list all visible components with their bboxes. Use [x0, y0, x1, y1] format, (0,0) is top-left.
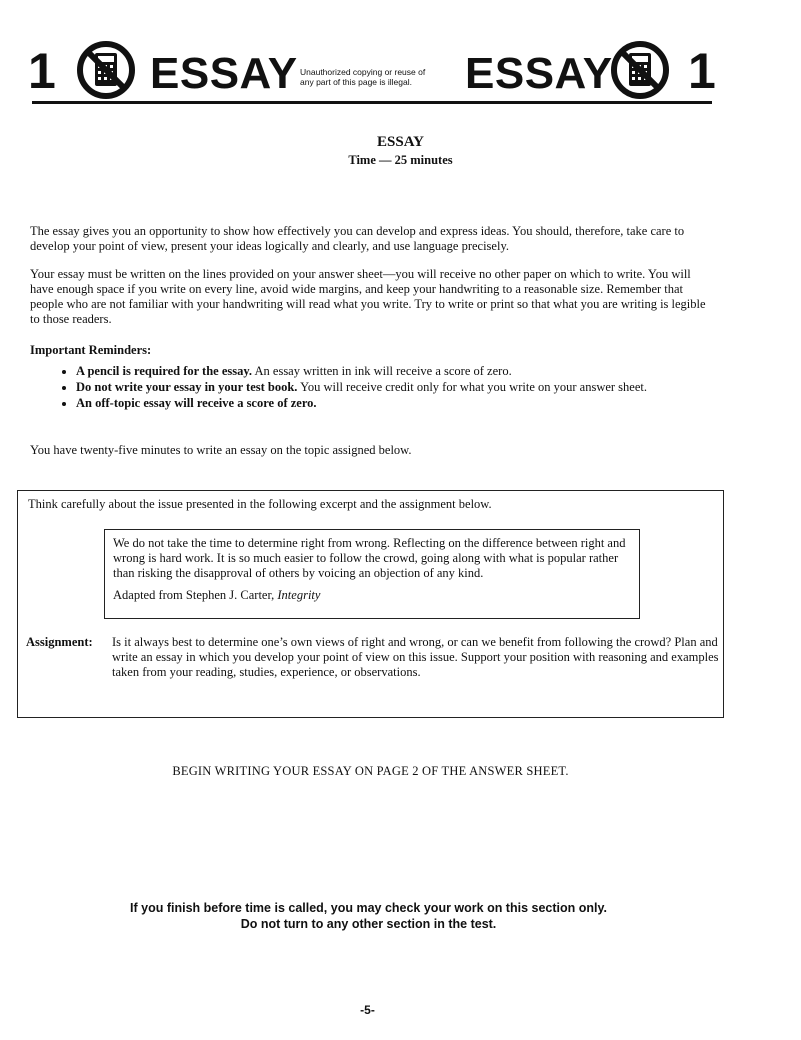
reminder-rest: You will receive credit only for what you write on your answer sheet.: [297, 380, 647, 394]
time-line: Time — 25 minutes: [348, 153, 453, 167]
excerpt-text: We do not take the time to determine right from wrong. Reflecting on the difference between right and wrong is hard work. It is so much easier to follow the crowd, going along with what is popular rather than risking the disapproval of others by voicing an objection of any kind.: [113, 536, 626, 580]
reminder-bold: A pencil is required for the essay.: [76, 364, 253, 378]
copy-notice: [300, 67, 425, 87]
excerpt-source: [113, 588, 631, 603]
reminders-heading: Important Reminders:: [30, 343, 152, 357]
excerpt-box: [104, 529, 640, 619]
finish-line-1: If you finish before time is called, you may check your work on this section only.: [130, 901, 607, 915]
begin-instruction: BEGIN WRITING YOUR ESSAY ON PAGE 2 OF THE ANSWER SHEET.: [172, 764, 569, 778]
no-calculator-icon: [76, 40, 136, 100]
reminder-item: [76, 364, 696, 379]
reminder-item: [76, 380, 696, 395]
copy-notice-line-1: Unauthorized copying or reuse of: [300, 67, 426, 77]
no-calculator-icon: [610, 40, 670, 100]
assignment-text: Is it always best to determine one’s own views of right and wrong, or can we benefit from following the crowd? Plan and write an essay in which you develop your point of view on this issue. Support your position with reasoning and examples taken from your reading, studies, experience, or observations.: [112, 635, 719, 679]
reminder-bold: Do not write your essay in your test book.: [76, 380, 298, 394]
assignment-label: Assignment:: [26, 635, 93, 649]
reminder-rest: An essay written in ink will receive a score of zero.: [252, 364, 512, 378]
copy-notice-line-2: any part of this page is illegal.: [300, 77, 412, 87]
section-number-right: 1: [688, 43, 716, 99]
header-rule: [32, 101, 712, 104]
page-number: -5-: [360, 1003, 375, 1017]
prompt-instruction: Think carefully about the issue presented in the following excerpt and the assignment below.: [28, 497, 492, 511]
page-title: ESSAY: [377, 134, 424, 150]
reminder-item: [76, 396, 696, 411]
section-word-right: ESSAY: [465, 49, 613, 98]
reminders-list: [28, 364, 696, 412]
reminder-bold: An off-topic essay will receive a score of zero.: [76, 396, 317, 410]
finish-line-2: Do not turn to any other section in the test.: [240, 917, 497, 931]
intro-paragraph-1: The essay gives you an opportunity to show how effectively you can develop and express ideas. You should, therefore, take care to develop your point of view, present your ideas logically and clearly, and use language precisely.: [30, 224, 685, 253]
section-number-left: 1: [28, 43, 56, 99]
section-word-left: ESSAY: [150, 49, 298, 98]
intro-paragraph-2: Your essay must be written on the lines provided on your answer sheet—you will receive no other paper on which to write. You will have enough space if you write on every line, avoid wide margins, and keep your handwriting to a reasonable size. Remember that people who are not familiar with your handwriting will read what you write. Try to write or print so that what you are writing is legible to those readers.: [30, 267, 706, 326]
excerpt-source-prefix: Adapted from Stephen J. Carter,: [113, 588, 278, 602]
time-instruction: You have twenty-five minutes to write an essay on the topic assigned below.: [30, 443, 412, 457]
excerpt-source-title: Integrity: [277, 588, 321, 602]
